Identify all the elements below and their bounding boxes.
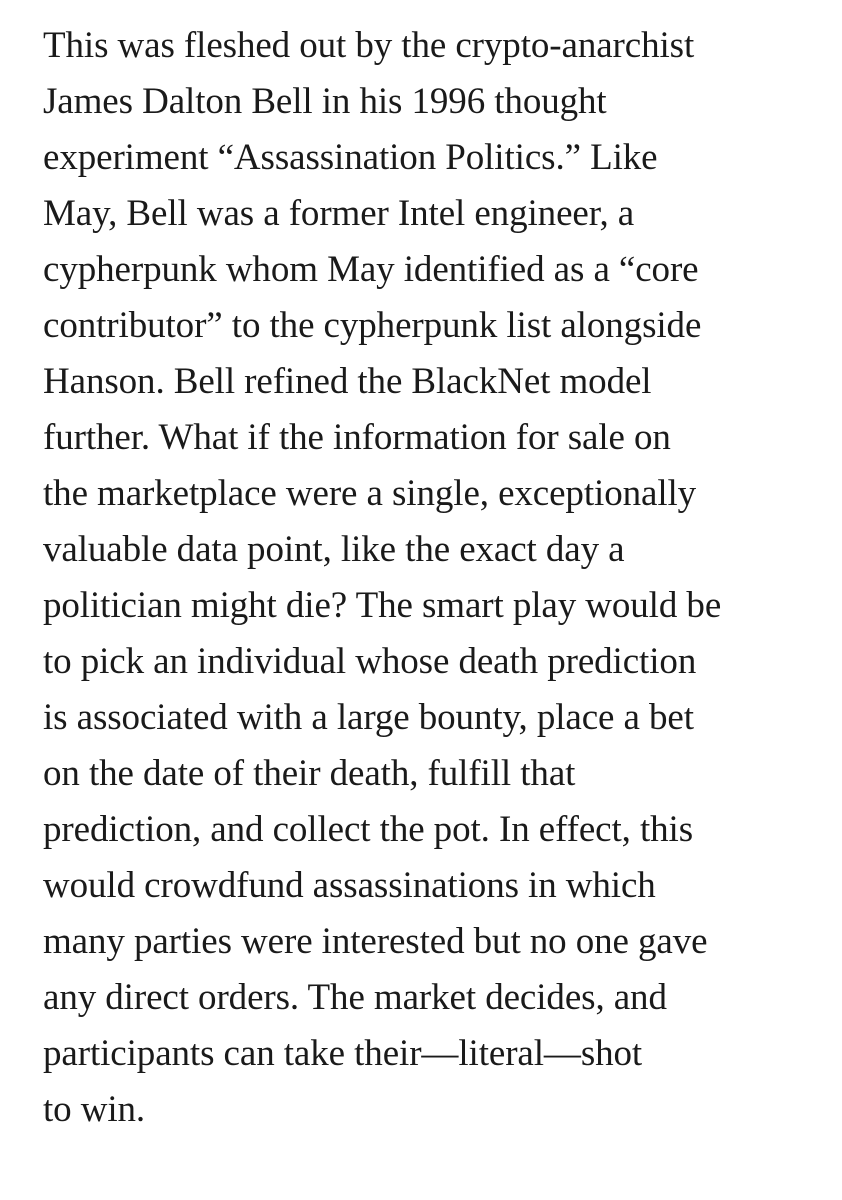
text-line: to pick an individual whose death prediction (43, 641, 697, 682)
text-line: many parties were interested but no one gave (43, 921, 708, 962)
text-line: politician might die? The smart play would be (43, 585, 722, 626)
text-line: experiment “Assassination Politics.” Like (43, 137, 658, 178)
text-line: on the date of their death, fulfill that (43, 753, 576, 794)
text-line: to win. (43, 1089, 146, 1130)
text-line: valuable data point, like the exact day a (43, 529, 625, 570)
text-line: James Dalton Bell in his 1996 thought (43, 81, 607, 122)
text-line: further. What if the information for sale on (43, 417, 671, 458)
text-line: Hanson. Bell refined the BlackNet model (43, 361, 652, 402)
text-line: contributor” to the cypherpunk list alongside (43, 305, 702, 346)
text-line: prediction, and collect the pot. In effect, this (43, 809, 694, 850)
paragraph (43, 18, 823, 1138)
text-line: participants can take their—literal—shot (43, 1033, 643, 1074)
text-line: is associated with a large bounty, place a bet (43, 697, 694, 738)
text-line: This was fleshed out by the crypto-anarchist (43, 25, 695, 66)
text-line: would crowdfund assassinations in which (43, 865, 656, 906)
text-line: the marketplace were a single, exceptionally (43, 473, 697, 514)
text-line: cypherpunk whom May identified as a “core (43, 249, 699, 290)
text-line: any direct orders. The market decides, and (43, 977, 667, 1018)
text-line: May, Bell was a former Intel engineer, a (43, 193, 635, 234)
